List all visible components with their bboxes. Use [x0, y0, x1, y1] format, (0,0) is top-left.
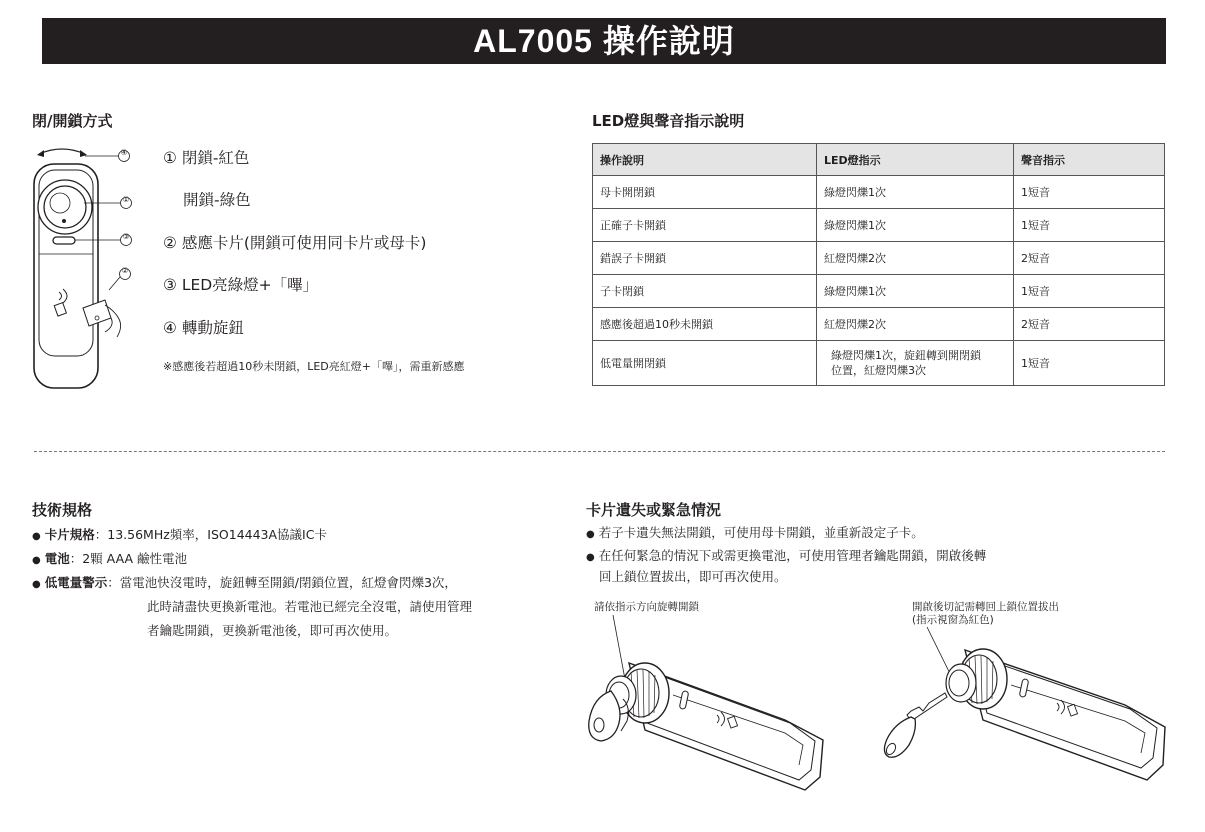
cell-operation: 錯誤子卡開鎖 [593, 242, 817, 275]
cell-operation: 子卡閉鎖 [593, 275, 817, 308]
table-row [593, 242, 1165, 275]
step-lock: ① 閉鎖-紅色 [163, 149, 250, 167]
caption-left: 請依指示方向旋轉開鎖 [594, 601, 699, 613]
lock-with-key-illustration [585, 615, 835, 795]
cell-sound: 1短音 [1014, 275, 1165, 308]
callout-2: ② [121, 266, 129, 275]
cell-led: 綠燈閃爍1次 [817, 275, 1014, 308]
step-led: ③ LED亮綠燈+「嗶」 [163, 276, 319, 294]
table-row [593, 209, 1165, 242]
emergency-item-text: 若子卡遺失無法開鎖，可使用母卡開鎖，並重新設定子卡。 [598, 525, 924, 540]
table-row [593, 341, 1165, 386]
led-heading: LED燈與聲音指示說明 [592, 112, 745, 130]
callout-1: ① [122, 195, 130, 204]
spec-battery: ● 電池：2顆 AAA 鹼性電池 [32, 551, 187, 566]
callout-4: ④ [120, 148, 128, 157]
spec-card: ● 卡片規格：13.56MHz頻率，ISO14443A協議IC卡 [32, 527, 327, 542]
emergency-item-text: 在任何緊急的情況下或需更換電池，可使用管理者鑰匙開鎖，開啟後轉 [598, 548, 987, 563]
step-card: ② 感應卡片(開鎖可使用同卡片或母卡) [163, 234, 427, 252]
led-col-operation: 操作說明 [593, 144, 817, 176]
emergency-item: ● 在任何緊急的情況下或需更換電池，可使用管理者鑰匙開鎖，開啟後轉 [586, 548, 987, 563]
cell-sound: 1短音 [1014, 341, 1165, 386]
emergency-heading: 卡片遺失或緊急情況 [586, 501, 722, 519]
led-table [592, 143, 1165, 386]
step-turn: ④ 轉動旋鈕 [163, 319, 244, 337]
lock-front-illustration [25, 140, 150, 390]
emergency-item-cont: 回上鎖位置拔出，即可再次使用。 [599, 569, 787, 584]
spec-card-text: ：13.56MHz頻率，ISO14443A協議IC卡 [94, 527, 327, 542]
operation-heading: 閉/開鎖方式 [32, 112, 113, 130]
spec-battery-text: ：2顆 AAA 鹼性電池 [69, 551, 187, 566]
cell-sound: 1短音 [1014, 209, 1165, 242]
cell-led: 綠燈閃爍1次，旋鈕轉到開閉鎖 位置，紅燈閃爍3次 [817, 341, 1014, 386]
caption-right-1: 開啟後切記需轉回上鎖位置拔出 [912, 601, 1059, 613]
emergency-item: ● 若子卡遺失無法開鎖，可使用母卡開鎖，並重新設定子卡。 [586, 525, 924, 540]
spec-low-battery: ● 低電量警示：當電池快沒電時，旋鈕轉至開鎖/閉鎖位置，紅燈會閃爍3次， [32, 575, 457, 590]
lock-key-removal-illustration [875, 615, 1175, 795]
cell-operation: 母卡開閉鎖 [593, 176, 817, 209]
spec-card-label: 卡片規格 [44, 527, 95, 542]
cell-led: 紅燈閃爍2次 [817, 308, 1014, 341]
table-row [593, 308, 1165, 341]
table-row [593, 176, 1165, 209]
cell-sound: 2短音 [1014, 308, 1165, 341]
spec-low-battery-cont-2: 者鑰匙開鎖，更換新電池後，即可再次使用。 [147, 623, 398, 638]
spec-low-battery-cont-1: 此時請盡快更換新電池。若電池已經完全沒電，請使用管理 [147, 599, 473, 614]
callout-3: ③ [122, 232, 130, 241]
cell-sound: 1短音 [1014, 176, 1165, 209]
spec-battery-label: 電池 [44, 551, 70, 566]
cell-operation: 正確子卡開鎖 [593, 209, 817, 242]
cell-sound: 2短音 [1014, 242, 1165, 275]
cell-led: 綠燈閃爍1次 [817, 209, 1014, 242]
cell-led: 綠燈閃爍1次 [817, 176, 1014, 209]
operation-note: ※感應後若超過10秒未閉鎖，LED亮紅燈+「嗶」，需重新感應 [163, 360, 465, 373]
spec-low-battery-label: 低電量警示 [44, 575, 108, 590]
section-divider [34, 451, 1165, 452]
led-col-sound: 聲音指示 [1014, 144, 1165, 176]
cell-led: 紅燈閃爍2次 [817, 242, 1014, 275]
led-col-led: LED燈指示 [817, 144, 1014, 176]
spec-low-battery-text: ：當電池快沒電時，旋鈕轉至開鎖/閉鎖位置，紅燈會閃爍3次， [107, 575, 457, 590]
table-row [593, 275, 1165, 308]
caption-right-2: (指示視窗為紅色) [912, 614, 994, 626]
page-title: AL7005 操作說明 [42, 18, 1166, 64]
led-table-header [593, 144, 1165, 176]
step-unlock: 開鎖-綠色 [183, 191, 251, 209]
cell-operation: 低電量開閉鎖 [593, 341, 817, 386]
spec-heading: 技術規格 [32, 501, 93, 519]
cell-operation: 感應後超過10秒未開鎖 [593, 308, 817, 341]
